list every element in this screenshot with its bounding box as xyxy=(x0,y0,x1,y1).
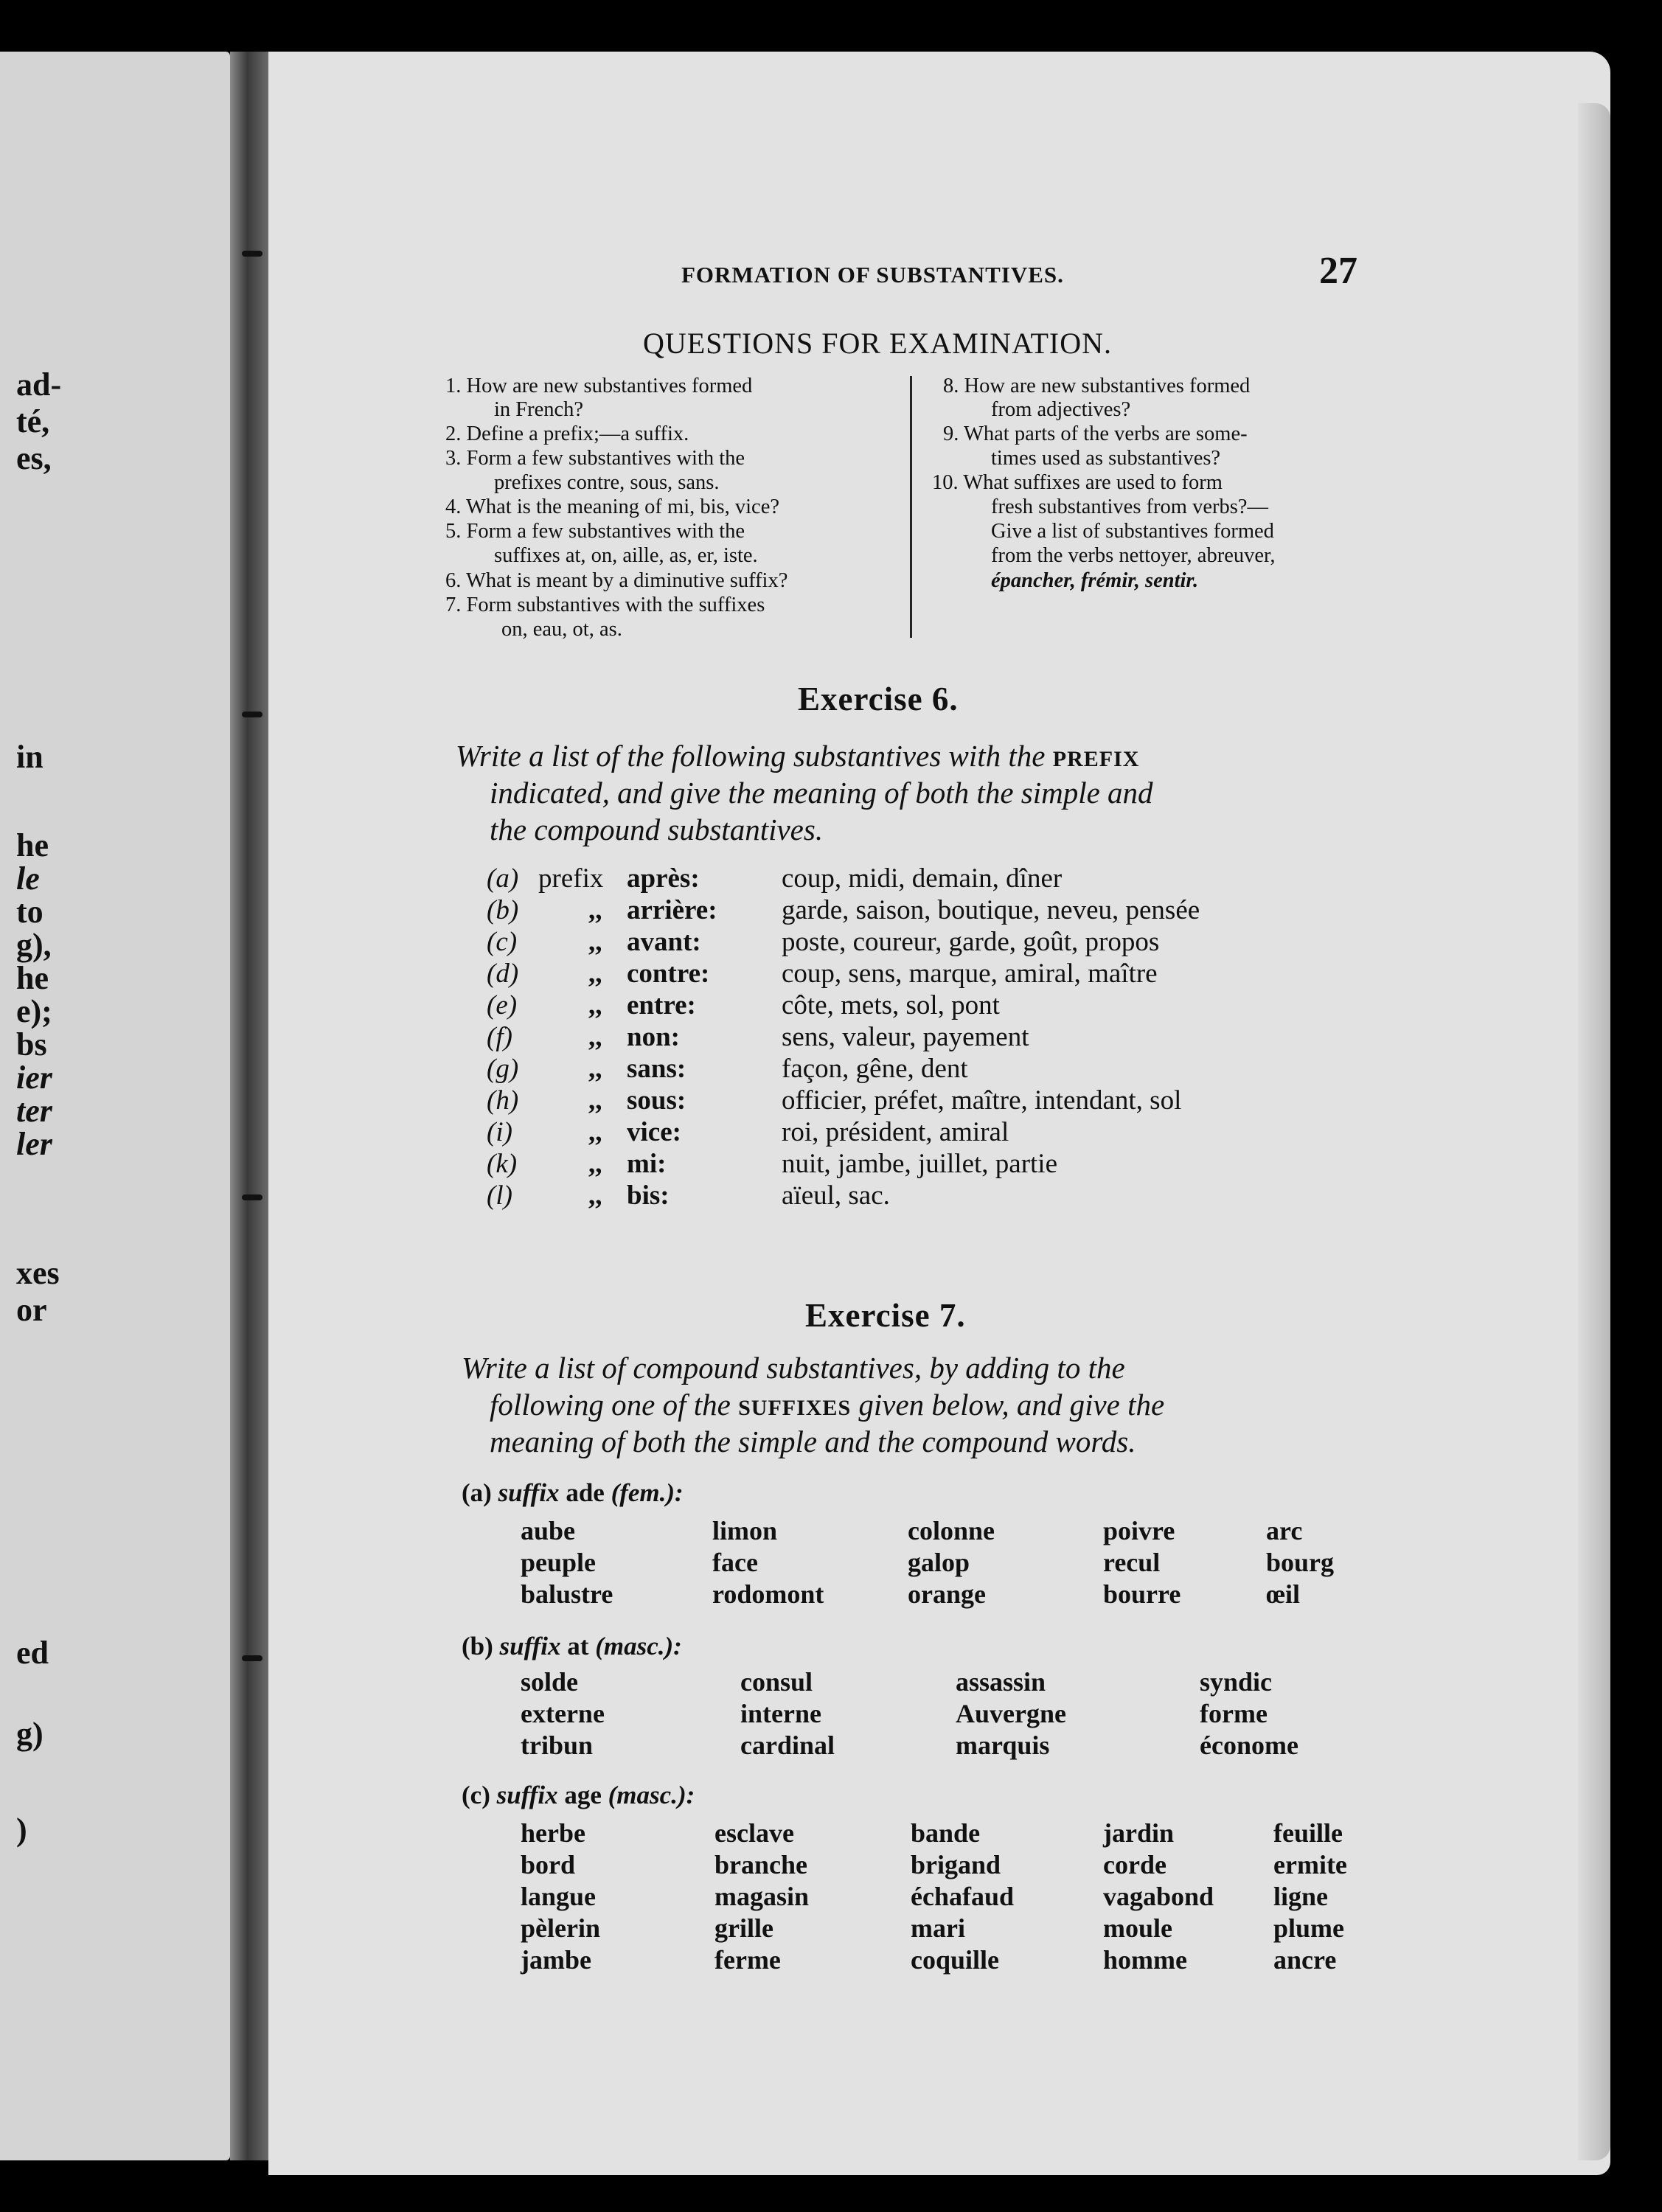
word: Auvergne xyxy=(956,1699,1066,1728)
question-line: from the verbs nettoyer, abreuver, xyxy=(991,544,1276,567)
right-page xyxy=(268,52,1610,2175)
question-line: 4. What is the meaning of mi, bis, vice? xyxy=(445,495,779,518)
question-line: 10. What suffixes are used to form xyxy=(932,471,1223,494)
word: corde xyxy=(1103,1850,1166,1879)
left-fragment: g) xyxy=(16,1716,44,1752)
exercise-6-instruction-line: Write a list of the following substantives with the PREFIX xyxy=(456,739,1140,773)
word: limon xyxy=(712,1516,778,1545)
word: balustre xyxy=(521,1579,613,1609)
left-fragment: he xyxy=(16,960,49,996)
question-line: Give a list of substantives formed xyxy=(991,520,1274,543)
running-title: FORMATION OF SUBSTANTIVES. xyxy=(681,262,1064,288)
left-fragment: g), xyxy=(16,927,52,963)
exercise-7-instruction-line: Write a list of compound substantives, by adding to the xyxy=(462,1351,1125,1385)
word: plume xyxy=(1273,1913,1345,1943)
exercise-7-title: Exercise 7. xyxy=(805,1297,966,1334)
left-fragment: ) xyxy=(16,1812,27,1848)
word: face xyxy=(712,1548,758,1577)
word: échafaud xyxy=(911,1882,1015,1911)
binding-stitch xyxy=(242,1194,262,1200)
word: bourre xyxy=(1103,1579,1181,1609)
word: vagabond xyxy=(1103,1882,1214,1911)
prefix-list xyxy=(487,863,1371,1246)
question-line: in French? xyxy=(494,398,584,421)
word: orange xyxy=(908,1579,986,1609)
question-line: 3. Form a few substantives with the xyxy=(445,447,745,470)
left-fragment: le xyxy=(16,860,40,897)
question-line: 2. Define a prefix;—a suffix. xyxy=(445,422,689,445)
exercise-7-instruction-line: following one of the SUFFIXES given below, and give the xyxy=(490,1388,1165,1422)
word: jardin xyxy=(1103,1818,1175,1848)
left-fragment: té, xyxy=(16,403,50,439)
suffix-group-heading: (b) suffix at (masc.): xyxy=(462,1632,682,1660)
left-fragment: bs xyxy=(16,1026,47,1062)
left-fragment: he xyxy=(16,827,49,863)
question-line: 5. Form a few substantives with the xyxy=(445,520,745,543)
word: marquis xyxy=(956,1731,1050,1760)
left-fragment: ed xyxy=(16,1635,49,1671)
binding-stitch xyxy=(242,1655,262,1661)
question-line: suffixes at, on, aille, as, er, iste. xyxy=(494,544,758,567)
question-line: prefixes contre, sous, sans. xyxy=(494,471,720,494)
book-gutter xyxy=(230,52,268,2160)
word: syndic xyxy=(1200,1667,1273,1697)
question-line: 9. What parts of the verbs are some- xyxy=(943,422,1248,445)
word: bande xyxy=(911,1818,981,1848)
prefix-row: (a) prefix après: coup, midi, demain, dîner xyxy=(487,863,1063,894)
word: solde xyxy=(521,1667,579,1697)
word: arc xyxy=(1266,1516,1303,1545)
suffix-word-grid xyxy=(268,1515,1522,1615)
question-line: times used as substantives? xyxy=(991,447,1221,470)
question-line: 6. What is meant by a diminutive suffix? xyxy=(445,569,788,592)
questions-title: QUESTIONS FOR EXAMINATION. xyxy=(643,327,1112,360)
word: jambe xyxy=(521,1945,591,1975)
exercise-6-instruction-line: the compound substantives. xyxy=(490,813,824,846)
question-line: from adjectives? xyxy=(991,398,1131,421)
word: ermite xyxy=(1273,1850,1347,1879)
prefix-row: (d) ,, contre: coup, sens, marque, amiral, maître xyxy=(487,959,1158,989)
question-line: 1. How are new substantives formed xyxy=(445,375,753,397)
word: feuille xyxy=(1273,1818,1343,1848)
exercise-7-instruction-line: meaning of both the simple and the compound words. xyxy=(490,1425,1136,1458)
question-line: on, eau, ot, as. xyxy=(501,618,622,641)
binding-stitch xyxy=(242,712,262,717)
word: branche xyxy=(714,1850,807,1879)
word: forme xyxy=(1200,1699,1268,1728)
word: peuple xyxy=(521,1548,597,1577)
prefix-row: (h) ,, sous: officier, préfet, maître, intendant, sol xyxy=(487,1085,1182,1116)
left-fragment: in xyxy=(16,739,44,775)
prefix-row: (e) ,, entre: côte, mets, sol, pont xyxy=(487,990,1000,1020)
left-fragment: to xyxy=(16,894,44,930)
prefix-row: (k) ,, mi: nuit, jambe, juillet, partie xyxy=(487,1149,1058,1179)
word: pèlerin xyxy=(521,1913,600,1943)
word: mari xyxy=(911,1913,965,1943)
prefix-row: (g) ,, sans: façon, gêne, dent xyxy=(487,1054,968,1084)
word: ancre xyxy=(1273,1945,1337,1975)
word: poivre xyxy=(1103,1516,1175,1545)
left-page-edge xyxy=(0,52,230,2160)
word: externe xyxy=(521,1699,605,1728)
word: cardinal xyxy=(740,1731,835,1760)
word: assassin xyxy=(956,1667,1046,1697)
word: colonne xyxy=(908,1516,995,1545)
word: brigand xyxy=(911,1850,1001,1879)
left-fragment: xes xyxy=(16,1255,60,1291)
left-fragment: ler xyxy=(16,1126,52,1162)
left-fragment: e); xyxy=(16,993,52,1029)
prefix-row: (c) ,, avant: poste, coureur, garde, goût, propos xyxy=(487,927,1160,957)
word: esclave xyxy=(714,1818,794,1848)
prefix-row: (f) ,, non: sens, valeur, payement xyxy=(487,1022,1029,1052)
suffix-group-heading: (c) suffix age (masc.): xyxy=(462,1781,695,1809)
binding-stitch xyxy=(242,251,262,257)
word: grille xyxy=(714,1913,773,1943)
word: recul xyxy=(1103,1548,1161,1577)
page-number: 27 xyxy=(1319,250,1357,292)
word: langue xyxy=(521,1882,597,1911)
question-line: 8. How are new substantives formed xyxy=(943,375,1251,397)
question-line: fresh substantives from verbs?— xyxy=(991,495,1268,518)
left-fragment: es, xyxy=(16,440,52,476)
left-fragment: ter xyxy=(16,1093,52,1129)
exercise-6-title: Exercise 6. xyxy=(798,681,959,717)
left-fragment: ier xyxy=(16,1060,52,1096)
word: interne xyxy=(740,1699,821,1728)
left-fragment: ad- xyxy=(16,366,62,403)
suffix-word-grid xyxy=(268,1666,1522,1766)
suffix-word-grid xyxy=(268,1818,1522,1980)
suffix-group-heading: (a) suffix ade (fem.): xyxy=(462,1478,684,1507)
page-stack-edge xyxy=(1578,103,1610,2160)
question-line: épancher, frémir, sentir. xyxy=(991,569,1199,592)
word: aube xyxy=(521,1516,576,1545)
left-fragment: or xyxy=(16,1292,47,1328)
word: rodomont xyxy=(712,1579,824,1609)
word: ferme xyxy=(714,1945,781,1975)
word: bord xyxy=(521,1850,576,1879)
word: économe xyxy=(1200,1731,1298,1760)
word: œil xyxy=(1266,1579,1301,1609)
word: ligne xyxy=(1273,1882,1329,1911)
question-line: 7. Form substantives with the suffixes xyxy=(445,594,765,616)
prefix-row: (i) ,, vice: roi, président, amiral xyxy=(487,1117,1009,1147)
word: bourg xyxy=(1266,1548,1335,1577)
word: moule xyxy=(1103,1913,1172,1943)
word: herbe xyxy=(521,1818,585,1848)
prefix-row: (l) ,, bis: aïeul, sac. xyxy=(487,1180,890,1211)
word: tribun xyxy=(521,1731,594,1760)
exercise-6-instruction-line: indicated, and give the meaning of both the simple and xyxy=(490,776,1153,810)
prefix-row: (b) ,, arrière: garde, saison, boutique, neveu, pensée xyxy=(487,895,1200,925)
word: homme xyxy=(1103,1945,1187,1975)
word: consul xyxy=(740,1667,813,1697)
column-divider xyxy=(910,376,912,638)
word: galop xyxy=(908,1548,970,1577)
word: magasin xyxy=(714,1882,810,1911)
word: coquille xyxy=(911,1945,1000,1975)
